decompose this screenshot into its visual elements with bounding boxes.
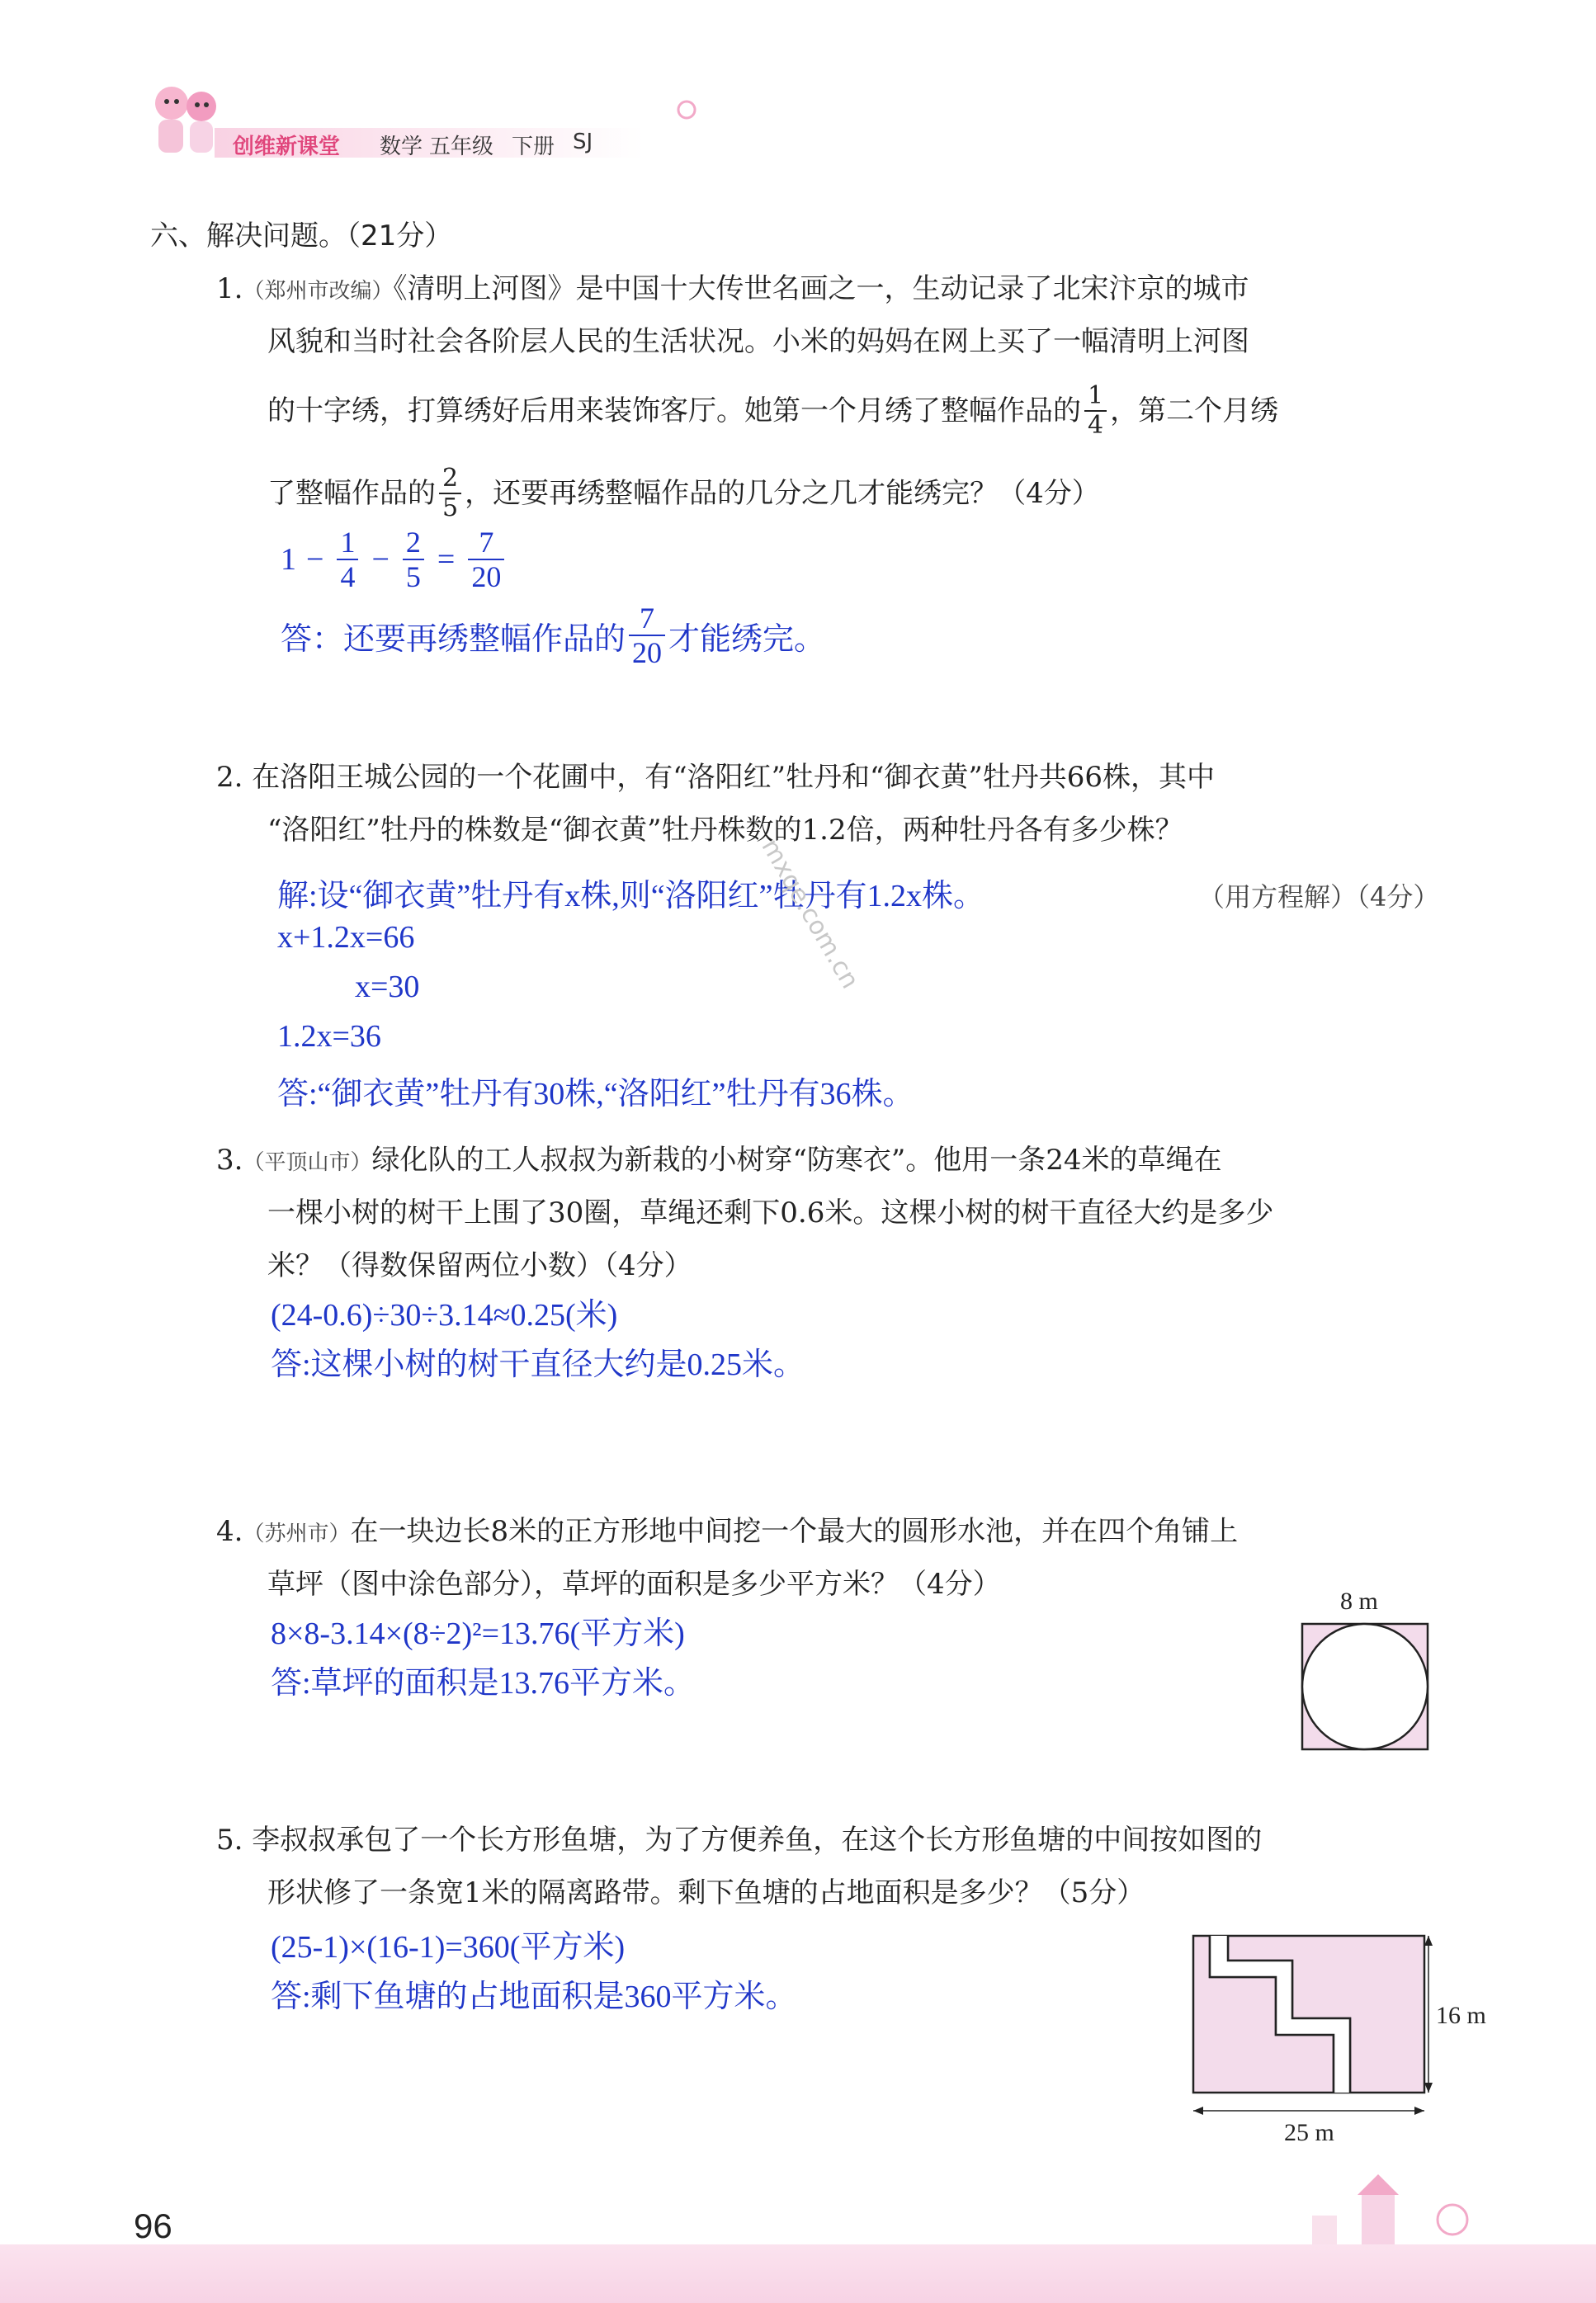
problem-text: “洛阳红”牡丹的株数是“御衣黄”牡丹株数的1.2倍，两种牡丹各有多少株？ — [267, 814, 1183, 847]
problem-text: 风貌和当时社会各阶层人民的生活状况。小米的妈妈在网上买了一幅清明上河图 — [267, 325, 1249, 358]
fraction-denominator: 20 — [629, 635, 665, 668]
problem-text: 在一块边长8米的正方形地中间挖一个最大的圆形水池，并在四个角铺上 — [350, 1515, 1239, 1548]
problem-2-line-2 — [216, 805, 1487, 858]
answer-text: 答：还要再绣整幅作品的 — [281, 621, 626, 657]
figure-label-height: 16 m — [1436, 2002, 1486, 2029]
problem-3-line-2 — [216, 1188, 1487, 1241]
problem-2-solution-1: 解:设“御衣黄”牡丹有x株,则“洛阳红”牡丹有1.2x株。 — [277, 879, 985, 913]
problem-1-line-3 — [216, 370, 1487, 452]
header — [140, 78, 652, 169]
fraction-numerator: 7 — [640, 602, 655, 635]
problem-2-answer: 答:“御衣黄”牡丹有30株,“洛阳红”牡丹有36株。 — [277, 1077, 914, 1111]
problem-5-line-1 — [216, 1815, 1487, 1868]
problem-text: 米？（得数保留两位小数）（4分） — [267, 1249, 692, 1282]
problem-2-solution-3: x=30 — [355, 970, 420, 1004]
edition: SJ — [573, 130, 593, 154]
flower-decoration-icon — [670, 97, 703, 122]
problem-4-solution: 8×8-3.14×(8÷2)²=13.76(平方米) — [271, 1616, 685, 1651]
problem-text: ，第二个月绣 — [1110, 394, 1279, 427]
problem-3 — [216, 1135, 1487, 1294]
problem-text: 李叔叔承包了一个长方形鱼塘，为了方便养鱼，在这个长方形鱼塘的中间按如图的 — [252, 1824, 1263, 1857]
problem-text: 在洛阳王城公园的一个花圃中，有“洛阳红”牡丹和“御衣黄”牡丹共66株，其中 — [252, 761, 1216, 794]
answer-text: 才能绣完。 — [668, 621, 826, 657]
volume: 下册 — [512, 134, 555, 159]
answer-fraction-result — [468, 527, 504, 592]
problem-number: 4. — [216, 1515, 243, 1548]
fraction-denominator: 4 — [337, 559, 358, 592]
castle-decoration-icon — [1263, 2170, 1510, 2244]
problem-source: （郑州市改编） — [243, 279, 394, 304]
equals-sign: = — [437, 542, 456, 577]
problem-2-solution-4: 1.2x=36 — [277, 1019, 381, 1054]
problem-number: 5. — [216, 1824, 243, 1857]
problem-text: ，还要再绣整幅作品的几分之几才能绣完？（4分） — [465, 477, 1100, 510]
problem-text: 绿化队的工人叔叔为新栽的小树穿“防寒衣”。他用一条24米的草绳在 — [371, 1144, 1222, 1177]
square-circle-diagram — [1301, 1622, 1429, 1751]
answer-fraction-1 — [337, 527, 358, 592]
problem-1-equation — [281, 518, 508, 601]
problem-source: （平顶山市） — [243, 1150, 372, 1175]
square-pond-figure — [1294, 1588, 1434, 1753]
problem-5-line-2 — [216, 1868, 1487, 1921]
problem-4-line-1 — [216, 1507, 1487, 1560]
problem-5-solution: (25-1)×(16-1)=360(平方米) — [271, 1930, 626, 1965]
problem-2-line-1 — [216, 753, 1487, 805]
fraction-denominator: 20 — [468, 559, 504, 592]
problem-text: 草坪（图中涂色部分），草坪的面积是多少平方米？（4分） — [267, 1568, 1001, 1601]
figure-label-side: 8 m — [1340, 1588, 1378, 1615]
answer-fraction — [629, 603, 665, 668]
minus-sign: − — [306, 542, 324, 577]
footer-band — [0, 2244, 1596, 2303]
problem-3-solution: (24-0.6)÷30÷3.14≈0.25(米) — [271, 1298, 618, 1333]
problem-3-line-1 — [216, 1135, 1487, 1188]
problem-3-line-3 — [216, 1241, 1487, 1294]
watermark: mxqe.com.cn — [755, 833, 865, 994]
answer-fraction-2 — [403, 527, 424, 592]
fraction-one-quarter — [1084, 381, 1107, 440]
problem-4-answer: 答:草坪的面积是13.76平方米。 — [271, 1666, 696, 1701]
grade: 五年级 — [429, 134, 494, 159]
page-number: 96 — [134, 2206, 172, 2245]
problem-5-answer: 答:剩下鱼塘的占地面积是360平方米。 — [271, 1980, 797, 2014]
fraction-numerator: 7 — [479, 526, 494, 559]
problem-number: 2. — [216, 761, 243, 794]
problem-1-line-2 — [216, 317, 1487, 370]
problem-5 — [216, 1815, 1487, 1921]
brand-title: 创维新课堂 — [233, 134, 341, 159]
problem-2 — [216, 753, 1487, 858]
problem-source: （苏州市） — [243, 1522, 351, 1546]
fish-pond-figure — [1185, 1928, 1499, 2159]
figure-label-width: 25 m — [1284, 2119, 1334, 2146]
fraction-denominator: 5 — [403, 559, 424, 592]
problem-2-solution-2: x+1.2x=66 — [277, 920, 415, 955]
fraction-numerator: 1 — [340, 526, 356, 559]
equation-term: 1 — [281, 542, 296, 577]
pond-path-diagram — [1185, 1928, 1499, 2159]
problem-1 — [216, 264, 1487, 535]
problem-2-note: （用方程解）（4分） — [1198, 881, 1440, 913]
problem-number: 3. — [216, 1144, 243, 1177]
fraction-denominator: 4 — [1084, 410, 1107, 438]
section-title: 六、解决问题。（21分） — [150, 219, 453, 252]
subject: 数学 — [380, 134, 423, 159]
fraction-numerator: 1 — [1088, 381, 1104, 410]
problem-number: 1. — [216, 272, 243, 305]
fraction-two-fifths — [439, 466, 461, 521]
problem-text: 一棵小树的树干上围了30圈，草绳还剩下0.6米。这棵小树的树干直径大约是多少 — [267, 1196, 1274, 1229]
fraction-denominator: 5 — [439, 493, 461, 521]
fraction-numerator: 2 — [442, 464, 459, 493]
problem-1-answer — [281, 594, 825, 677]
problem-text: 了整幅作品的 — [267, 477, 436, 510]
fraction-numerator: 2 — [405, 526, 421, 559]
problem-3-answer: 答:这棵小树的树干直径大约是0.25米。 — [271, 1347, 805, 1382]
problem-1-line-1 — [216, 264, 1487, 317]
problem-text: 《清明上河图》是中国十大传世名画之一，生动记录了北宋汴京的城市 — [393, 272, 1249, 305]
problem-text: 形状修了一条宽1米的隔离路带。剩下鱼塘的占地面积是多少？（5分） — [267, 1876, 1145, 1909]
minus-sign: − — [371, 542, 390, 577]
problem-text: 的十字绣，打算绣好后用来装饰客厅。她第一个月绣了整幅作品的 — [267, 394, 1081, 427]
